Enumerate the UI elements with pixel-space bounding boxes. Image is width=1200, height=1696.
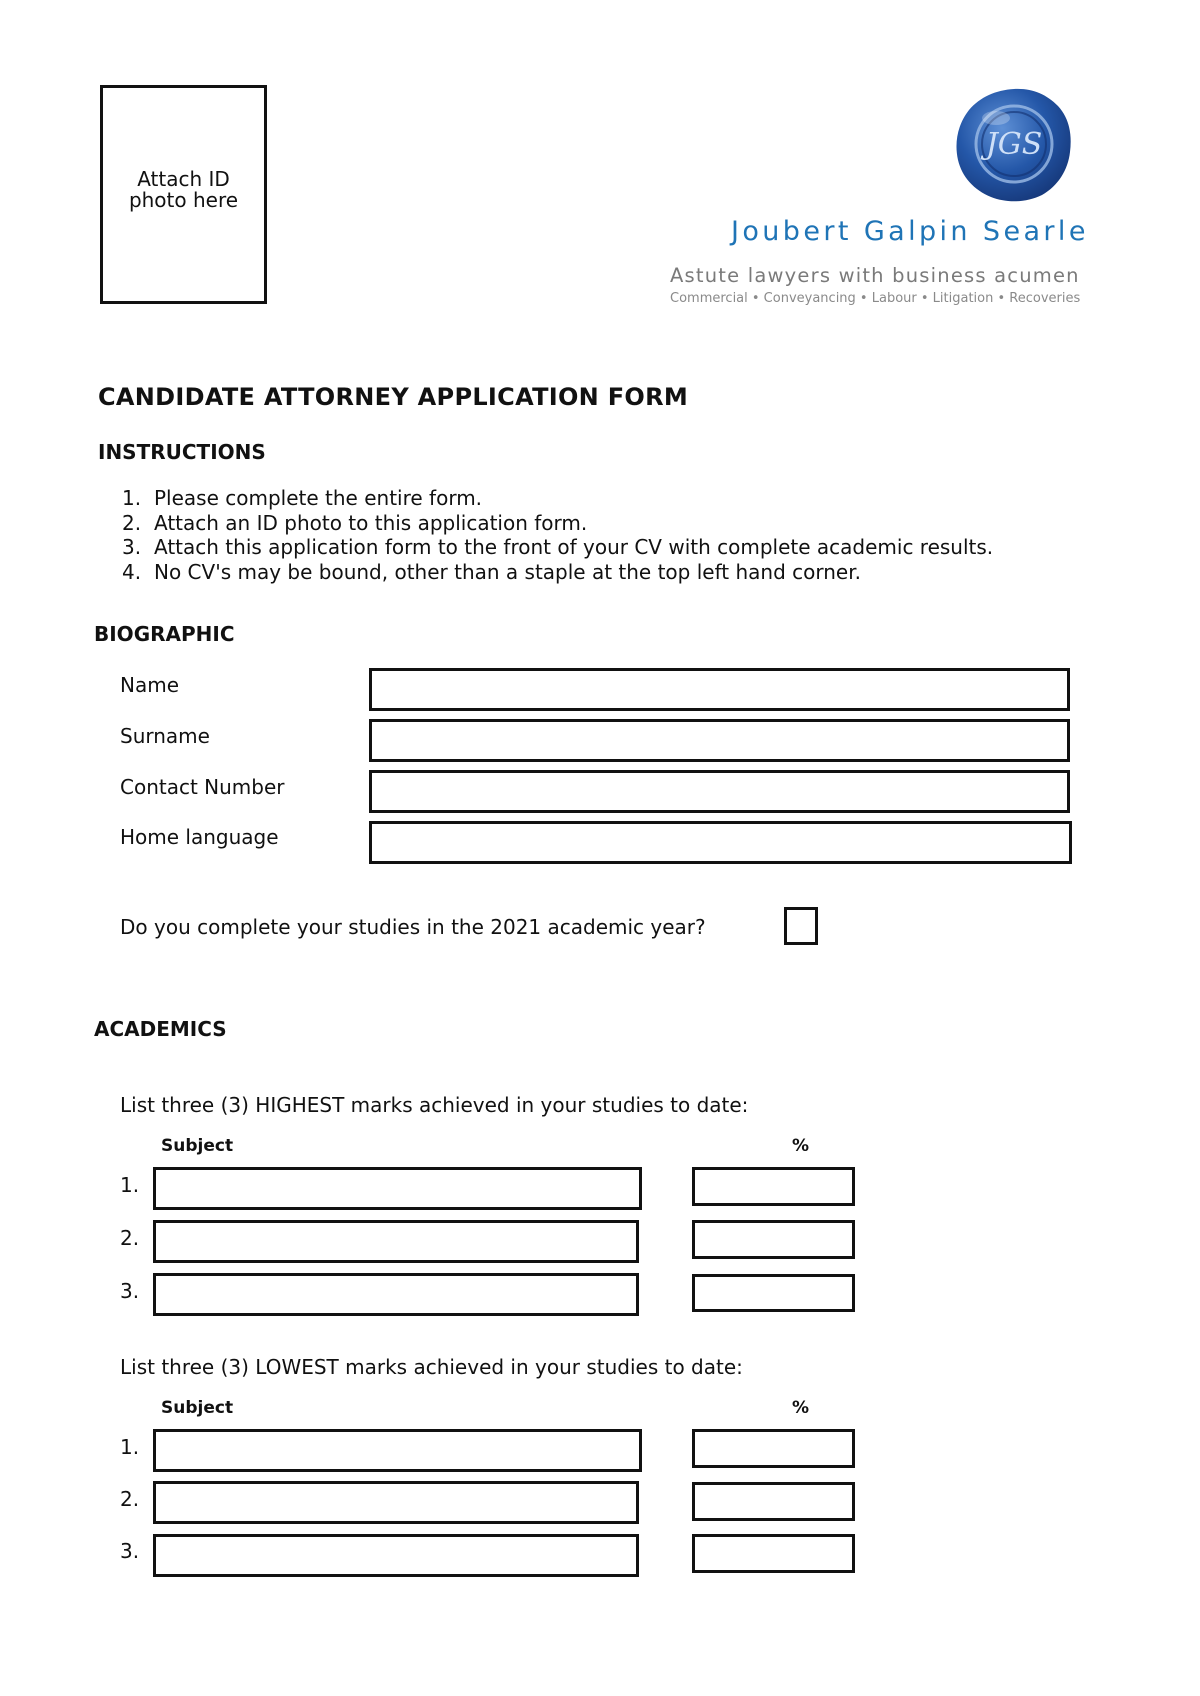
home-language-field[interactable] (369, 821, 1072, 864)
surname-field[interactable] (369, 719, 1070, 762)
lowest-subject-field[interactable] (153, 1429, 642, 1472)
highest-percent-field[interactable] (692, 1167, 855, 1206)
lowest-marks-prompt: List three (3) LOWEST marks achieved in your studies to date: (120, 1355, 743, 1379)
biographic-heading: BIOGRAPHIC (94, 622, 235, 646)
lowest-percent-header: % (792, 1398, 810, 1418)
id-photo-box (100, 85, 267, 304)
highest-row-number: 3. (120, 1279, 140, 1303)
highest-row-number: 1. (120, 1173, 140, 1197)
lowest-row-number: 1. (120, 1435, 140, 1459)
firm-services: Commercial • Conveyancing • Labour • Litigation • Recoveries (670, 291, 1081, 306)
jgs-seal-logo (954, 86, 1074, 204)
lowest-subject-field[interactable] (153, 1481, 639, 1524)
seal-monogram: JGS (985, 127, 1043, 162)
firm-name: Joubert Galpin Searle (731, 216, 1089, 247)
highest-marks-prompt: List three (3) HIGHEST marks achieved in your studies to date: (120, 1093, 749, 1117)
lowest-row-number: 2. (120, 1487, 140, 1511)
list-item: 3. Attach this application form to the front of your CV with complete academic results. (122, 535, 994, 560)
list-item: 4. No CV's may be bound, other than a staple at the top left hand corner. (122, 560, 861, 585)
surname-label: Surname (120, 724, 210, 748)
lowest-percent-field[interactable] (692, 1429, 855, 1468)
lowest-row-number: 3. (120, 1539, 140, 1563)
academics-heading: ACADEMICS (94, 1017, 227, 1041)
firm-tagline: Astute lawyers with business acumen (670, 264, 1080, 287)
completion-checkbox[interactable] (784, 907, 818, 945)
highest-subject-field[interactable] (153, 1220, 639, 1263)
contact-number-field[interactable] (369, 770, 1070, 813)
instructions-heading: INSTRUCTIONS (98, 440, 266, 464)
highest-subject-header: Subject (161, 1136, 234, 1156)
highest-percent-header: % (792, 1136, 810, 1156)
list-item: 2. Attach an ID photo to this application form. (122, 510, 588, 535)
highest-subject-field[interactable] (153, 1273, 639, 1316)
list-item: 1. Please complete the entire form. (122, 486, 483, 510)
form-title: CANDIDATE ATTORNEY APPLICATION FORM (98, 383, 689, 411)
name-label: Name (120, 673, 180, 697)
contact-number-label: Contact Number (120, 775, 285, 799)
highest-percent-field[interactable] (692, 1274, 855, 1312)
lowest-percent-field[interactable] (692, 1482, 855, 1521)
highest-row-number: 2. (120, 1226, 140, 1250)
lowest-subject-field[interactable] (153, 1534, 639, 1577)
completion-question: Do you complete your studies in the 2021 academic year? (120, 915, 706, 939)
highest-percent-field[interactable] (692, 1220, 855, 1259)
home-language-label: Home language (120, 825, 279, 849)
name-field[interactable] (369, 668, 1070, 711)
instructions-list (122, 486, 993, 585)
highest-subject-field[interactable] (153, 1167, 642, 1210)
lowest-percent-field[interactable] (692, 1534, 855, 1573)
photo-placeholder-text: Attach ID photo here (128, 166, 239, 212)
lowest-subject-header: Subject (161, 1398, 234, 1418)
